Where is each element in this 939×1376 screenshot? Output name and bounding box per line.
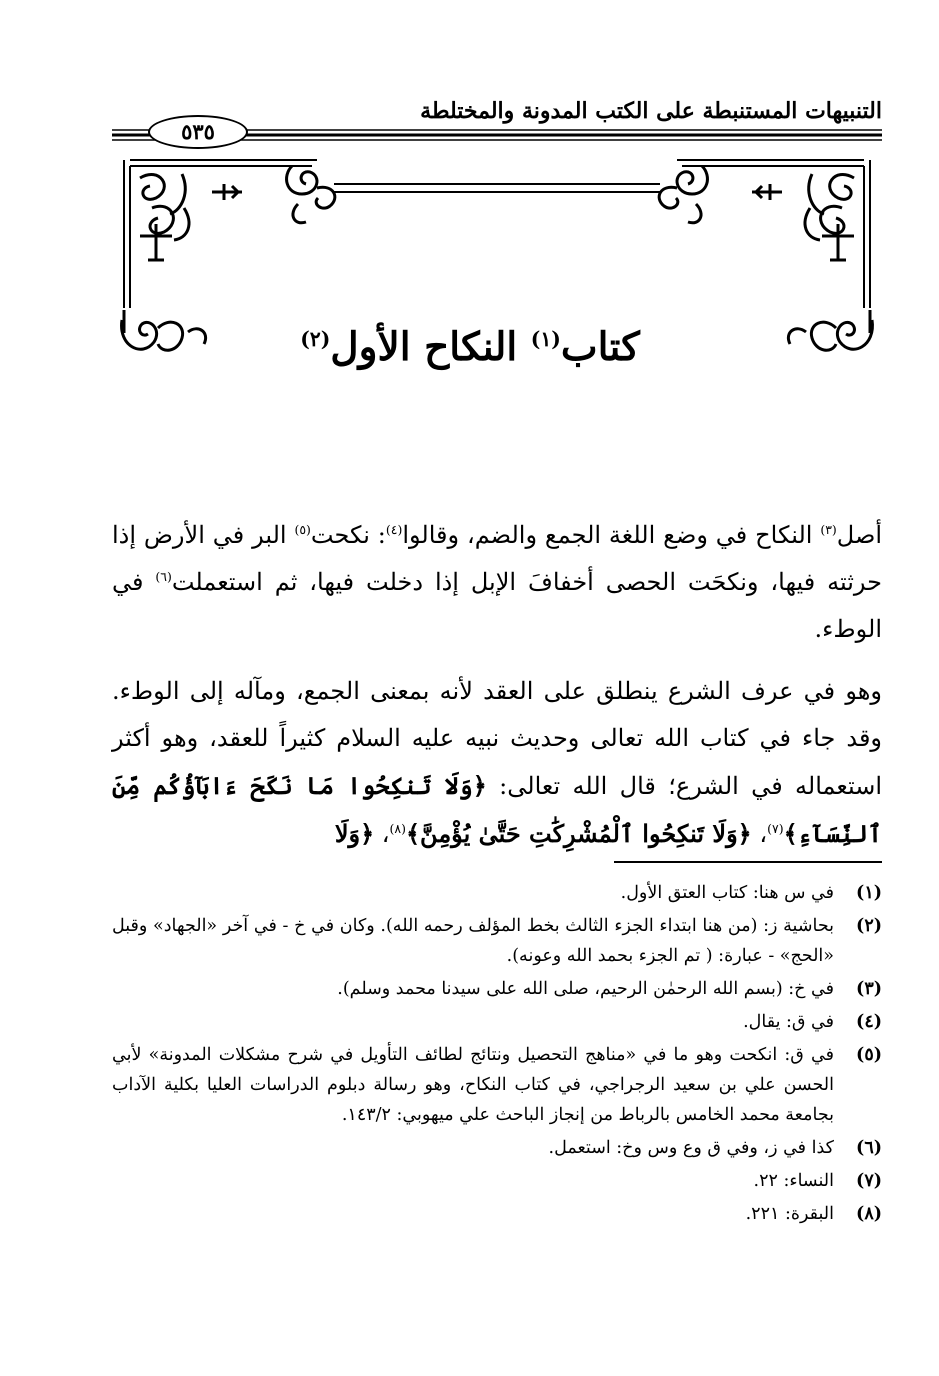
quran-verse: وَلَا [334, 819, 361, 848]
footnote-number: (٨) [856, 1204, 882, 1224]
footnote [112, 1166, 882, 1196]
bottom-scroll-right [788, 310, 872, 350]
footnote-ref: (٤) [385, 522, 403, 537]
body-paragraph-2 [112, 668, 882, 858]
paragraph-text: النكاح في وضع اللغة الجمع والضم، وقالوا [402, 521, 821, 549]
footnote [112, 878, 882, 908]
footnote-ref: (٥) [294, 522, 311, 537]
footnote-number: (٤) [856, 1012, 882, 1032]
corner-ornament-left [140, 174, 242, 260]
footnote-text: في س هنا: كتاب العتق الأول. [620, 883, 834, 903]
footnote-text: في خ: (بسم الله الرحمٰن الرحيم، صلى الله على سيدنا محمد وسلم). [337, 979, 834, 999]
footnote-number: (٥) [856, 1045, 882, 1065]
quran-bracket-close: ﴾ [405, 819, 421, 848]
inner-scroll-right [659, 166, 707, 223]
footnote-text: في ق: انكحت وهو ما في «مناهج التحصيل ونتائج لطائف التأويل في شرح مشكلات المدونة» لأبي الحسن علي بن سعيد الرجراجي، في كتاب النكاح، وهو رسالة دبلوم الدراسات العليا بكلية الآداب بجامعة محمد الخامس بالرباط من إنجاز الباحث علي ميهوبي: ١٤٣/٢. [112, 1045, 834, 1125]
footnote-number: (١) [856, 883, 882, 903]
footnote-separator [614, 861, 882, 863]
footnote-number: (٧) [856, 1171, 882, 1191]
footnote [112, 1040, 882, 1130]
footnote [112, 974, 882, 1004]
running-header: التنبيهات المستنبطة على الكتب المدونة والمختلطة [420, 98, 882, 124]
chapter-title-word: كتاب [560, 324, 640, 370]
separator: ، [751, 820, 768, 848]
footnote [112, 1199, 882, 1229]
footnote [112, 1133, 882, 1163]
footnote [112, 911, 882, 971]
quran-bracket-open: ﴿ [360, 819, 375, 848]
footnote-text: في ق: يقال. [743, 1012, 834, 1032]
quran-bracket-open: ﴿ [472, 771, 487, 800]
footnote-ref: (٦) [155, 569, 172, 584]
chapter-subtitle: النكاح الأول [330, 324, 518, 370]
frame-outline [124, 160, 870, 308]
footnote-number: (٢) [856, 916, 882, 936]
footnote-text: البقرة: ٢٢١. [745, 1204, 834, 1224]
chapter-subtitle-footnote-ref: (٢) [300, 327, 331, 351]
quran-verse: وَلَا تَنكِحُوا ٱلْمُشْرِكَٰتِ حَتَّىٰ يُؤْمِنَّ [420, 819, 738, 848]
footnote-text: النساء: ٢٢. [753, 1171, 834, 1191]
paragraph-text: البر في الأرض إذا حرثته فيها، ونكحَت الحصى أخفافَ الإبل إذا دخلت فيها، ثم استعملت [112, 521, 882, 596]
footnote-text: كذا في ز، وفي ق وع وس وخ: استعمل. [548, 1138, 834, 1158]
quran-bracket-open: ﴿ [737, 819, 752, 848]
inner-scroll-left [287, 166, 335, 223]
footnote-number: (٦) [856, 1138, 882, 1158]
page-number: ٥٣٥ [148, 115, 248, 149]
footnote-ref: (٣) [820, 522, 837, 537]
paragraph-text: : نكحت [310, 521, 386, 549]
quran-bracket-close: ﴾ [783, 819, 798, 848]
paragraph-text: وهو في عرف الشرع ينطلق على العقد لأنه بمعنى الجمع، ومآله إلى الوطء. وقد جاء في كتاب الله تعالى وحديث نبيه عليه السلام كثيراً للعقد، وهو أكثر استعماله في الشرع؛ قال الله تعالى: [112, 677, 883, 800]
corner-ornament-right [752, 174, 854, 260]
separator: ، [374, 820, 390, 848]
body-paragraph-1 [112, 512, 882, 653]
footnote-ref: (٨) [389, 821, 406, 836]
paragraph-text: أصل [836, 521, 882, 549]
footnote [112, 1007, 882, 1037]
quran-verse: وَلَا تَنكِحُوا مَا نَكَحَ ءَابَآؤُكُم مِّنَ ٱلنِّسَآءِ [112, 771, 882, 848]
footnote-number: (٣) [856, 979, 882, 999]
bottom-scroll-left [122, 310, 206, 350]
chapter-title-footnote-ref: (١) [530, 327, 561, 351]
paragraph-text: في الوطء. [112, 568, 882, 643]
footnotes-list [112, 878, 882, 1232]
footnote-ref: (٧) [767, 821, 784, 836]
chapter-title [240, 318, 700, 376]
footnote-text: بحاشية ز: (من هنا ابتداء الجزء الثالث بخط المؤلف رحمه الله). وكان في خ - في آخر «الجهاد» وقبل «الحج» - عبارة: ( تم الجزء بحمد الله وعونه). [112, 916, 834, 966]
